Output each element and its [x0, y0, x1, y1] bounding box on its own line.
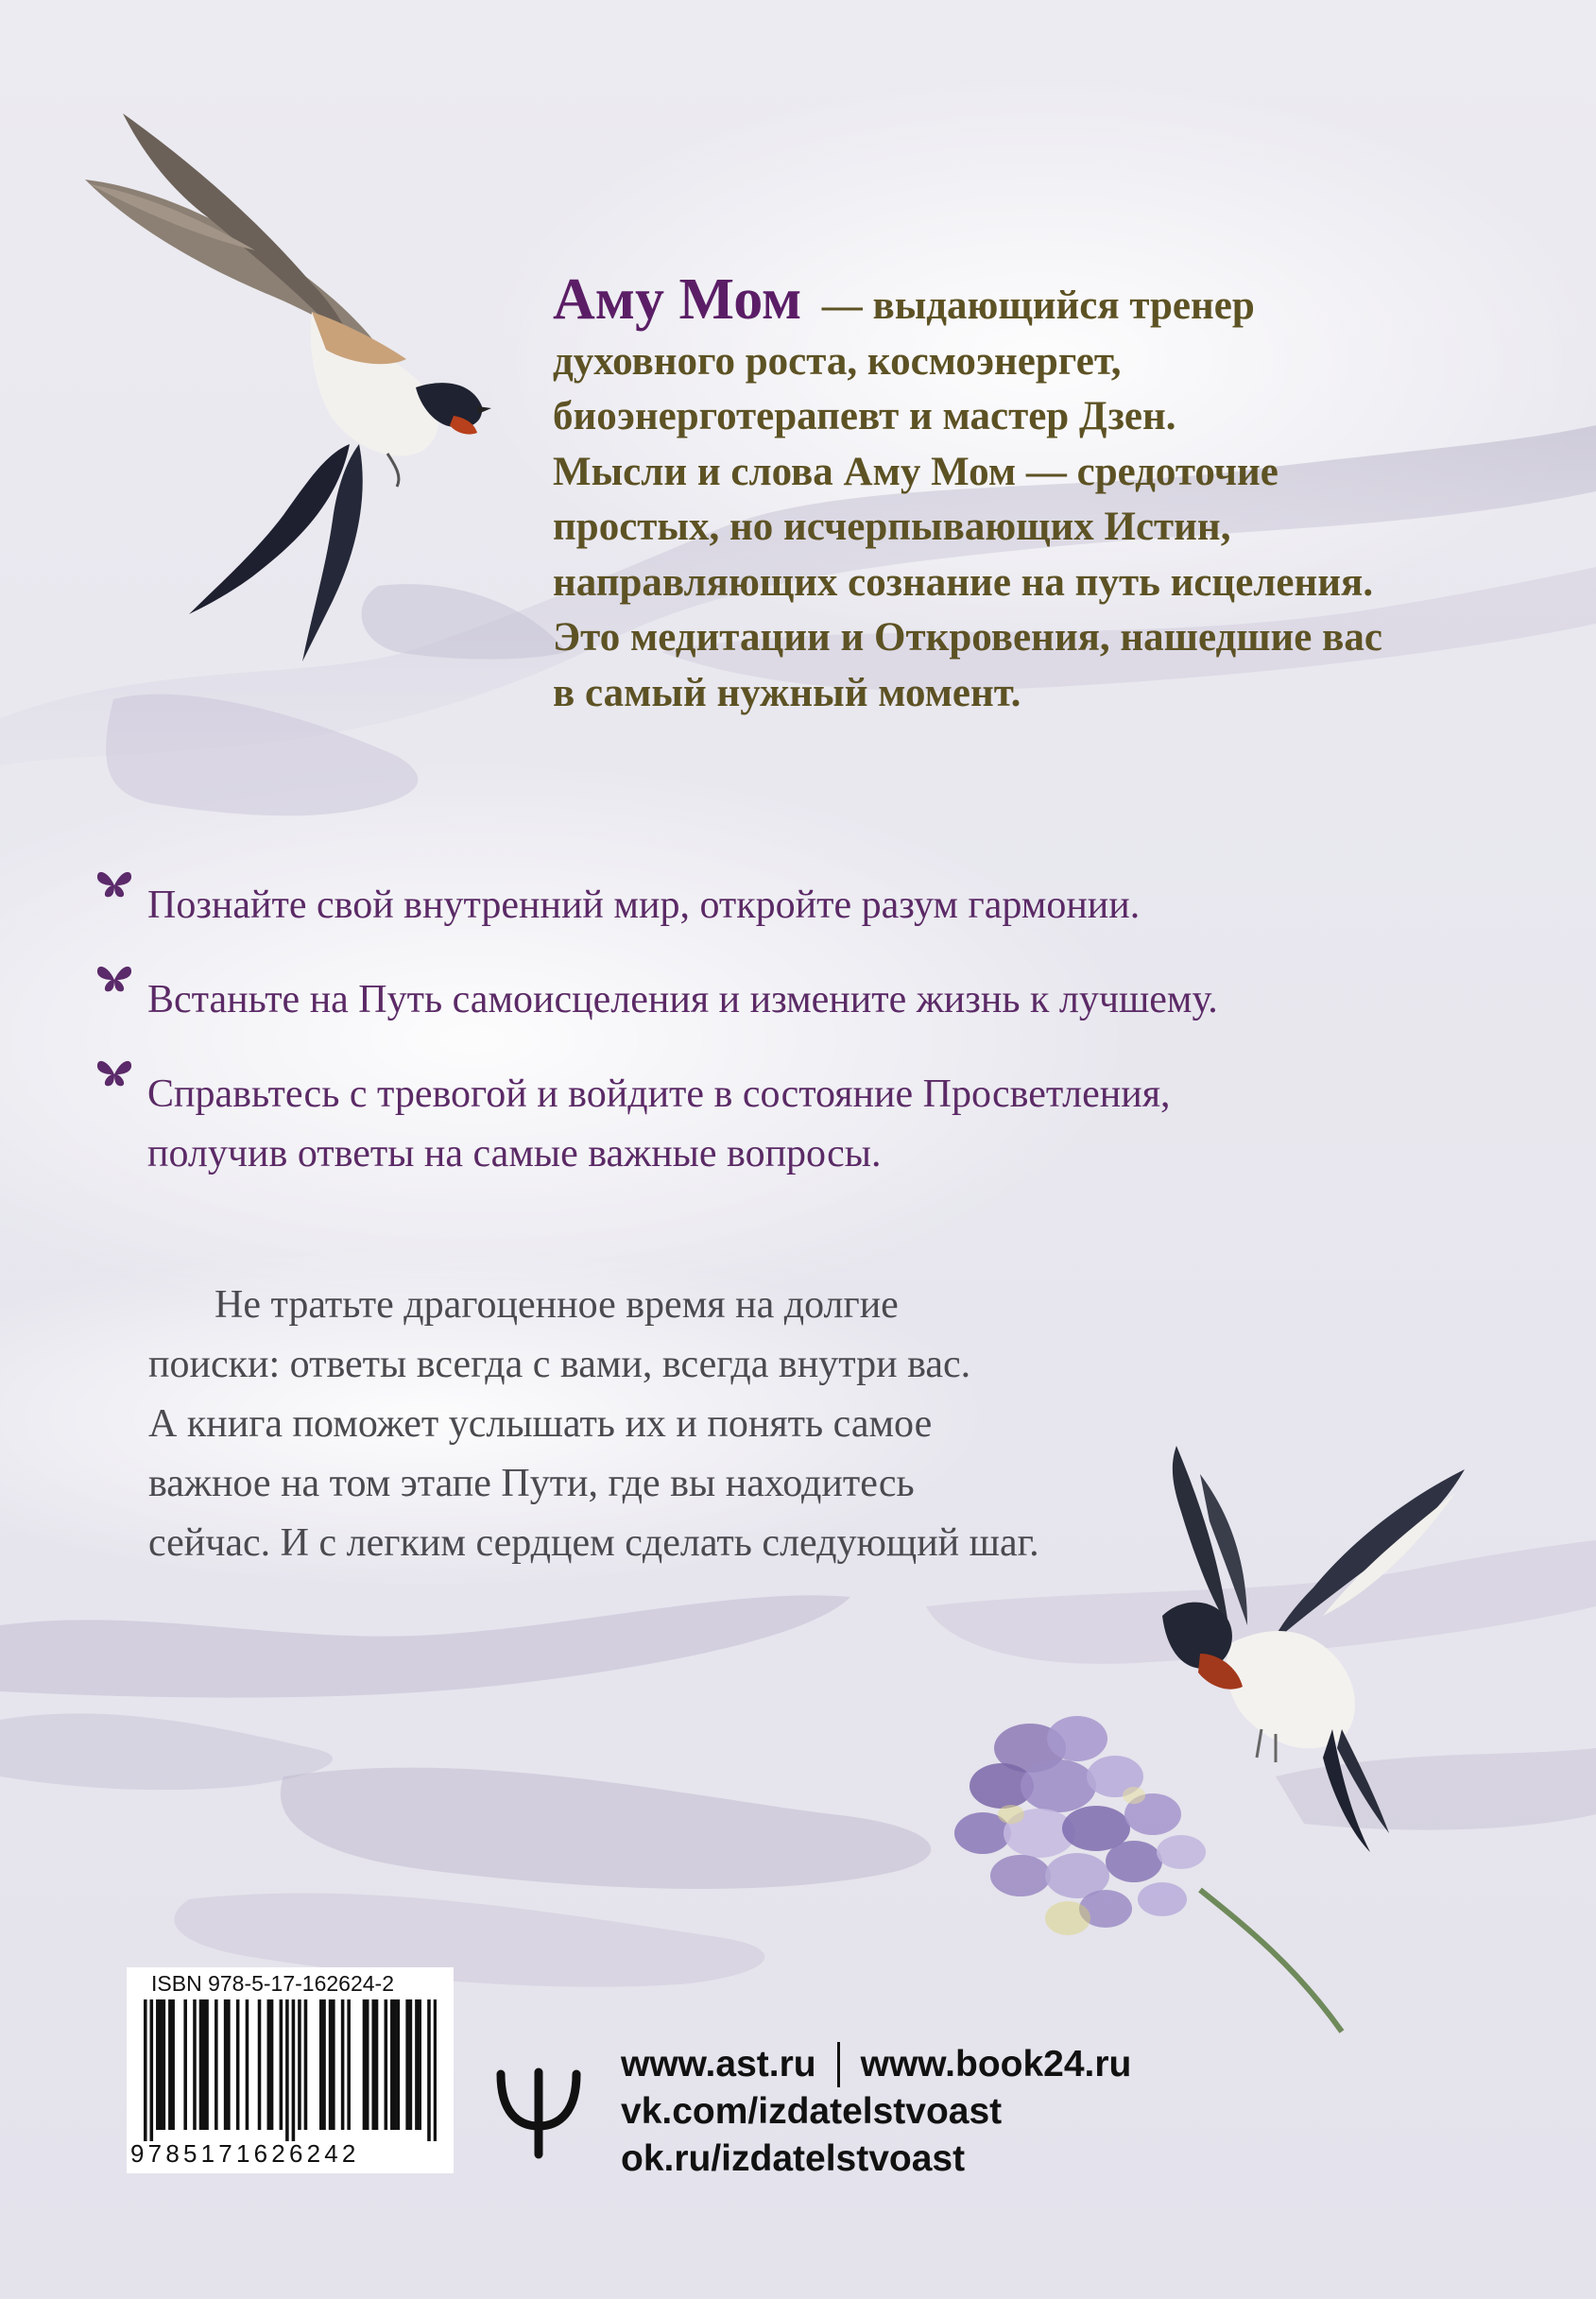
- barcode-bar: [409, 1999, 413, 2130]
- barcode-bar: [199, 1999, 203, 2130]
- site-link-book24[interactable]: www.book24.ru: [860, 2044, 1132, 2085]
- butterfly-icon: [94, 865, 134, 902]
- barcode-bar: [202, 1999, 206, 2130]
- wash-stroke: [0, 1713, 333, 1790]
- barcode-bar: [163, 1999, 166, 2130]
- author-line: Мысли и слова Аму Мом — средоточие: [553, 449, 1279, 494]
- barcode-bar: [390, 1999, 394, 2130]
- author-description: [553, 267, 1498, 721]
- barcode-bar: [292, 1999, 296, 2141]
- author-line: [553, 267, 1498, 335]
- list-item-text: Встаньте на Путь самоисцеления и измените жизнь к лучшему.: [147, 978, 1218, 1021]
- author-line: направляющих сознание на путь исцеления.: [553, 559, 1374, 605]
- barcode-bar: [434, 1999, 437, 2141]
- barcode-bar: [332, 1999, 335, 2130]
- barcode-bar: [280, 1999, 283, 2130]
- barcode-bar: [427, 1999, 431, 2141]
- author-line: простых, но исчерпывающих Истин,: [553, 505, 1231, 549]
- barcode-bar: [405, 1999, 409, 2130]
- link-separator: [837, 2042, 840, 2087]
- barcode-bars: [144, 1999, 437, 2141]
- paragraph-line: важное на том этапе Пути, где вы находитесь: [148, 1462, 915, 1505]
- barcode-bar: [366, 1999, 369, 2130]
- barcode-bar: [385, 1999, 388, 2130]
- barcode-bar: [418, 1999, 421, 2130]
- barcode-bar: [205, 1999, 209, 2130]
- author-line: Это медитации и Откровения, нашедшие вас: [553, 615, 1382, 660]
- closing-paragraph: [148, 1276, 1282, 1573]
- barcode-bar: [267, 1999, 271, 2130]
- barcode-bar: [319, 1999, 323, 2130]
- barcode-bar: [285, 1999, 289, 2141]
- paragraph-line: поиски: ответы всегда с вами, всегда внутри вас.: [148, 1343, 971, 1386]
- lilac-illustration: [954, 1716, 1342, 2032]
- paragraph-line: А книга поможет услышать их и понять самое: [148, 1402, 933, 1446]
- isbn-label: ISBN 978-5-17-162624-2: [151, 1971, 394, 1996]
- author-line: в самый нужный момент.: [553, 670, 1021, 715]
- swallow-illustration: [85, 113, 491, 661]
- vk-link[interactable]: vk.com/izdatelstvoast: [621, 2091, 1003, 2132]
- paragraph-line: сейчас. И с легким сердцем сделать следующий шаг.: [148, 1521, 1039, 1565]
- barcode-bar: [159, 1999, 163, 2130]
- barcode-bar: [258, 1999, 262, 2130]
- barcode-bar: [183, 1999, 187, 2130]
- barcode-bar: [341, 1999, 345, 2130]
- barcode-bar: [415, 1999, 419, 2130]
- barcode-bar: [193, 1999, 197, 2130]
- barcode-bar: [150, 1999, 154, 2141]
- author-line-text: — выдающийся тренер: [821, 283, 1255, 328]
- publisher-logo-icon: [491, 2055, 586, 2159]
- barcode-bar: [329, 1999, 333, 2130]
- paragraph-line: Не тратьте драгоценное время на долгие: [215, 1283, 899, 1327]
- wash-stroke: [0, 1595, 850, 1697]
- author-name: Аму Мом: [553, 267, 802, 332]
- butterfly-icon: [94, 1054, 134, 1091]
- barcode-bar: [393, 1999, 397, 2130]
- barcode-bar: [375, 1999, 379, 2130]
- barcode-bar: [144, 1999, 147, 2141]
- barcode-bar: [156, 1999, 160, 2130]
- list-item-text: Познайте свой внутренний мир, откройте разум гармонии.: [147, 884, 1141, 927]
- barcode-bar: [304, 1999, 308, 2130]
- barcode-bar: [215, 1999, 218, 2130]
- isbn-barcode: [127, 1967, 454, 2173]
- barcode-bar: [227, 1999, 231, 2130]
- author-line: биоэнерготерапевт и мастер Дзен.: [553, 394, 1176, 438]
- barcode-bar: [322, 1999, 326, 2130]
- wash-stroke: [281, 1768, 931, 1889]
- butterfly-icon: [94, 959, 134, 997]
- barcode-bar: [347, 1999, 351, 2130]
- barcode-bar: [371, 1999, 375, 2130]
- barcode-bar: [168, 1999, 172, 2130]
- barcode-bar: [246, 1999, 249, 2130]
- barcode-bar: [171, 1999, 175, 2130]
- barcode-bar: [224, 1999, 228, 2130]
- barcode-bar: [270, 1999, 274, 2130]
- author-line: духовного роста, космоэнергет,: [553, 338, 1122, 384]
- barcode-bar: [363, 1999, 367, 2130]
- barcode-digits: 9785171626242: [130, 2139, 360, 2168]
- barcode-bar: [236, 1999, 240, 2130]
- publisher-links: [621, 2041, 1131, 2183]
- ok-link[interactable]: ok.ru/izdatelstvoast: [621, 2138, 966, 2179]
- site-link-ast[interactable]: www.ast.ru: [621, 2044, 816, 2085]
- barcode-bar: [298, 1999, 301, 2130]
- barcode-bar: [397, 1999, 401, 2130]
- list-item-text: Справьтесь с тревогой и войдите в состояние Просветления, получив ответы на самые важные вопросы.: [147, 1072, 1171, 1175]
